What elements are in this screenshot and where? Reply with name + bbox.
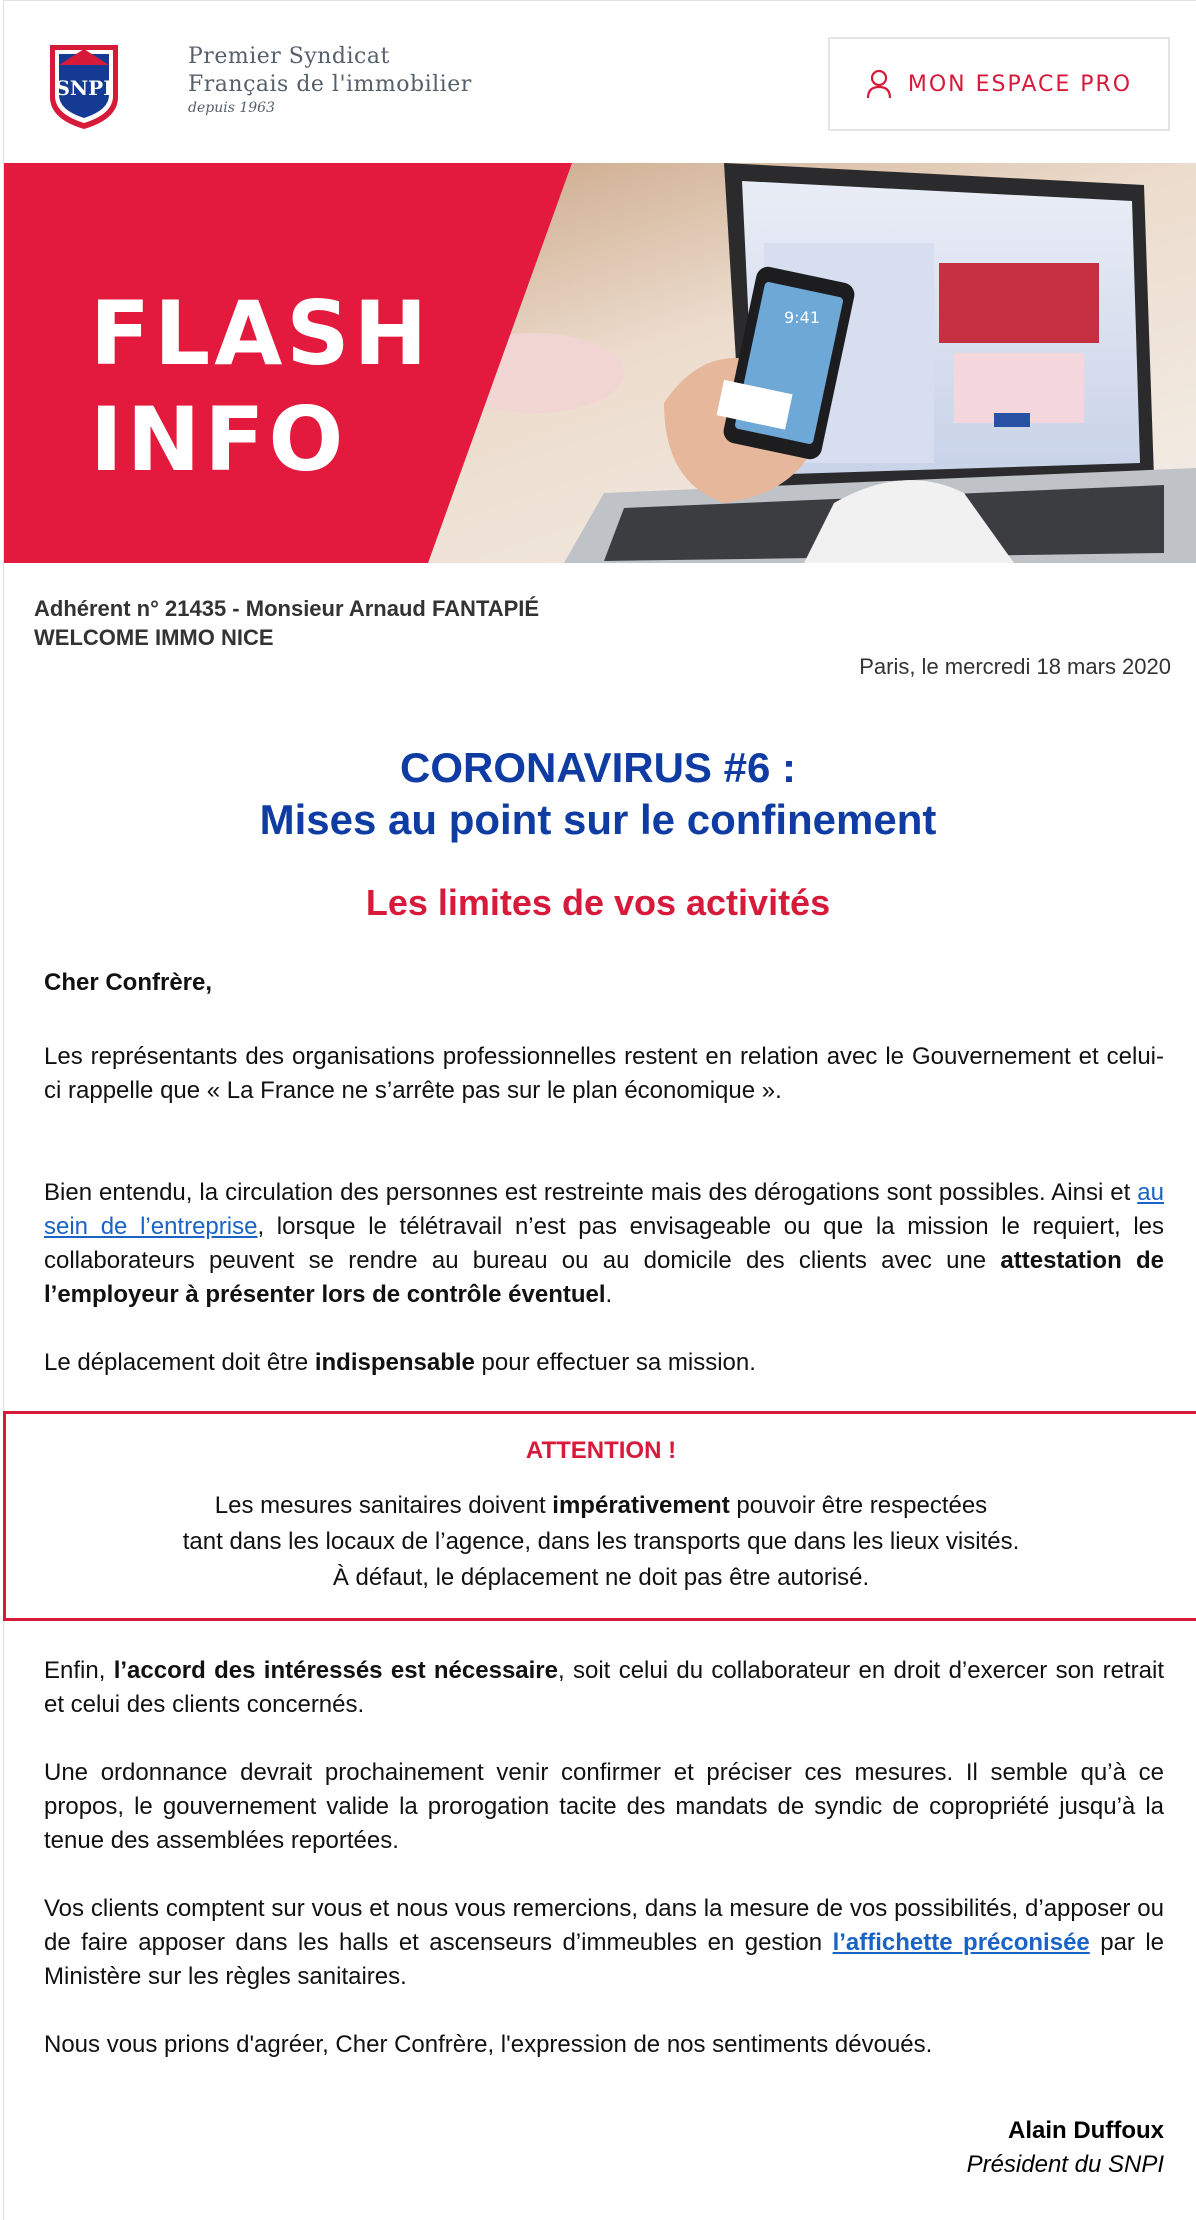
paragraph-1: Les représentants des organisations professionnelles restent en relation avec le Gouvernement et celui-ci rappelle que « La France ne s’arrête pas sur le plan économique ».: [44, 1043, 1164, 1104]
page-subtitle: Les limites de vos activités: [365, 882, 831, 923]
attention-line-1-bold: impérativement: [552, 1492, 730, 1519]
flash-word: FLASH: [90, 282, 432, 385]
page-title: [0, 742, 1196, 846]
svg-text:9:41: 9:41: [784, 308, 820, 327]
signatory-name: Alain Duffoux: [1008, 2117, 1164, 2144]
info-word: INFO: [90, 388, 348, 491]
mon-espace-pro-label: MON ESPACE PRO: [907, 71, 1133, 97]
flash-info-banner: [4, 163, 1196, 563]
signature-block: [967, 2114, 1164, 2182]
email-header: [4, 1, 1196, 163]
title-line-2: Mises au point sur le confinement: [259, 796, 937, 843]
paragraph-3: [44, 1346, 1164, 1380]
recipient-line-1: Adhérent n° 21435 - Monsieur Arnaud FANTAPIÉ: [34, 596, 540, 621]
letter-date: Paris, le mercredi 18 mars 2020: [859, 654, 1171, 679]
attention-box: [3, 1411, 1196, 1621]
user-icon: [866, 69, 892, 99]
paragraph-3-text-a: Le déplacement doit être: [44, 1349, 315, 1376]
attention-line-1-a: Les mesures sanitaires doivent: [214, 1492, 553, 1519]
brand-line-3: depuis 1963: [188, 100, 275, 116]
paragraph-7: Nous vous prions d'agréer, Cher Confrère, l'expression de nos sentiments dévoués.: [44, 2031, 933, 2058]
paragraph-6: [44, 1892, 1164, 1994]
attention-text: [6, 1488, 1196, 1596]
attention-line-1-b: pouvoir être respectées: [729, 1492, 988, 1519]
attention-line-1: [6, 1488, 1196, 1524]
affichette-preconisee-link[interactable]: l’affichette préconisée: [832, 1929, 1090, 1956]
paragraph-5: Une ordonnance devrait prochainement venir confirmer et préciser ces mesures. Il semble qu’à ce propos, le gouvernement valide la prorogation tacite des mandats de syndic de copropriété jusqu’à la tenue des assemblées reportées.: [44, 1759, 1164, 1854]
signatory-role: Président du SNPI: [966, 2151, 1164, 2178]
paragraph-6-text-b: par le Ministère sur les règles sanitaires.: [44, 1929, 1165, 1990]
paragraph-3-text-b: pour effectuer sa mission.: [474, 1349, 756, 1376]
paragraph-2: [44, 1176, 1164, 1312]
paragraph-2-text-b: , lorsque le télétravail n’est pas envisageable ou que la mission le requiert, les collaborateurs peuvent se rendre au bureau ou au domicile des clients avec une: [44, 1213, 1165, 1274]
snpi-logo[interactable]: [46, 35, 122, 131]
au-sein-entreprise-link[interactable]: au sein de l’entreprise: [44, 1179, 1164, 1240]
recipient-block: [34, 594, 539, 652]
flash-info-title: [90, 281, 431, 493]
paragraph-3-bold: indispensable: [314, 1349, 475, 1376]
svg-text:SNPI: SNPI: [55, 76, 113, 100]
paragraph-6-text-a: Vos clients comptent sur vous et nous vous remercions, dans la mesure de vos possibilités, d’apposer ou de faire apposer dans les halls et ascenseurs d’immeubles en gestion: [44, 1895, 1164, 1956]
title-line-1: CORONAVIRUS #6 :: [400, 744, 796, 791]
paragraph-4-text-a: Enfin,: [44, 1657, 114, 1684]
paragraph-4-text-b: , soit celui du collaborateur en droit d’exercer son retrait et celui des clients concernés.: [44, 1657, 1164, 1718]
paragraph-4: [44, 1654, 1164, 1722]
paragraph-2-bold: attestation de l’employeur à présenter lors de contrôle éventuel: [44, 1247, 1164, 1308]
paragraph-4-bold: l’accord des intéressés est nécessaire: [113, 1657, 558, 1684]
attention-line-3: À défaut, le déplacement ne doit pas être autorisé.: [332, 1564, 870, 1591]
attention-heading: ATTENTION !: [525, 1437, 677, 1464]
mon-espace-pro-button[interactable]: [828, 37, 1170, 131]
attention-line-2: tant dans les locaux de l’agence, dans les transports que dans les lieux visités.: [182, 1528, 1020, 1555]
greeting: Cher Confrère,: [44, 969, 213, 996]
brand-line-1: Premier Syndicat: [188, 44, 390, 69]
paragraph-2-text-a: Bien entendu, la circulation des personnes est restreinte mais des dérogations sont possibles. Ainsi et: [44, 1179, 1138, 1206]
brand-name: [188, 43, 472, 117]
recipient-line-2: WELCOME IMMO NICE: [34, 625, 274, 650]
paragraph-2-text-c: .: [605, 1281, 613, 1308]
brand-line-2: Français de l'immobilier: [188, 72, 472, 97]
